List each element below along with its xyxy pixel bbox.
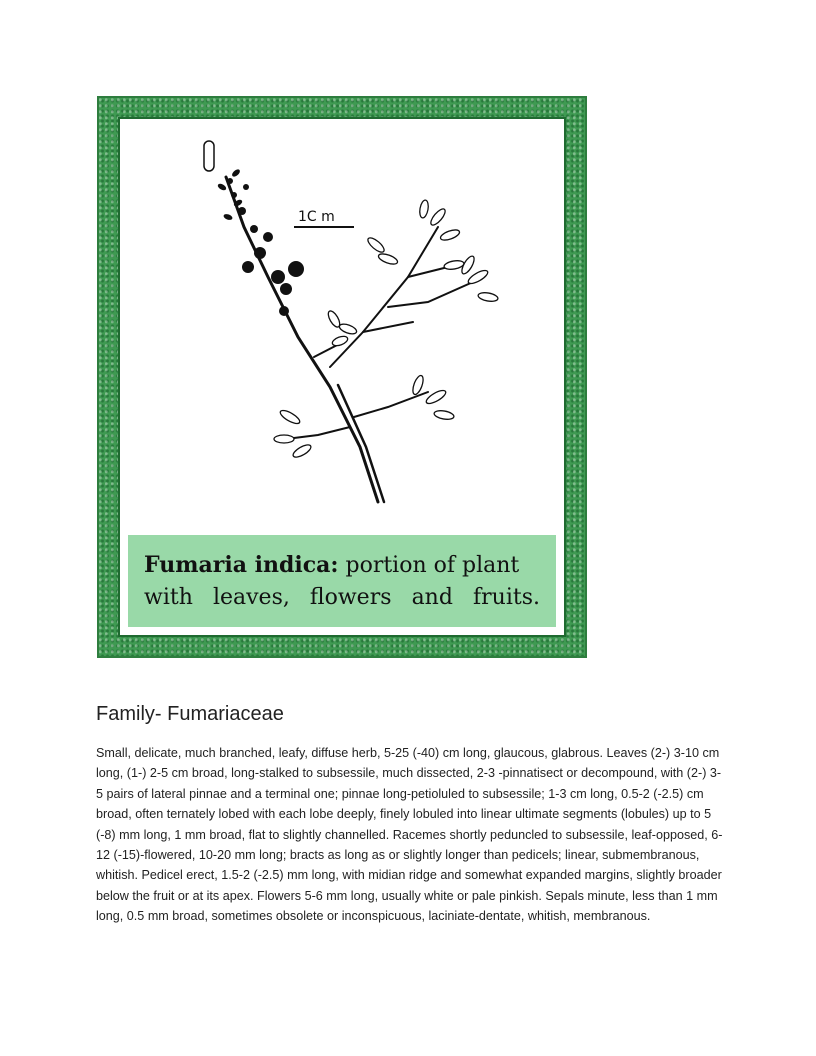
species-description: Small, delicate, much branched, leafy, diffuse herb, 5-25 (-40) cm long, glaucous, glabrous. Leaves (2-) 3-10 cm long, (1-) 2-5 cm broad, long-stalked to subsessile, much dissected, 2-3 -pinnatisect or decompound, with (2-) 3-5 pairs of lateral pinnae and a terminal one; pinnae long-petioluled to subsessile; 1-3 cm long, 0.5-2 (-2.5) cm broad, often ternately lobed with each lobe deeply, finely lobuled into linear ultimate segments (lobules) up to 5 (-8) mm long, 1 mm broad, flat to slightly channelled. Racemes shortly peduncled to subsessile, leaf-opposed, 6-12 (-15)-flowered, 10-20 mm long; bracts as long as or slightly longer than pedicels; linear, submembranous, whitish. Pedicel erect, 1.5-2 (-2.5) mm long, with midian ridge and somewhat expanded margins, slightly broader below the fruit or at its apex. Flowers 5-6 mm long, usually white or pale pinkish. Sepals minute, less than 1 mm long, 0.5 mm broad, sometimes obsolete or inconspicuous, laciniate-dentate, whitish, membranous. xyxy=(96,746,723,924)
family-heading: Family- Fumariaceae xyxy=(96,703,284,725)
caption-species: Fumaria indica: xyxy=(144,552,339,578)
caption-line-2 xyxy=(144,582,540,614)
figure-frame xyxy=(97,96,587,658)
scale-label: 1C m xyxy=(298,209,335,225)
caption-word: fruits. xyxy=(473,585,540,610)
caption-word: leaves, xyxy=(212,585,290,610)
plant-illustration xyxy=(118,117,568,537)
figure-panel xyxy=(118,117,566,637)
caption-word: flowers xyxy=(309,585,392,610)
caption-word: with xyxy=(144,585,193,610)
caption-word: and xyxy=(411,585,453,610)
caption-line-1 xyxy=(144,549,540,582)
caption-text: portion of plant xyxy=(345,553,520,578)
figure-caption xyxy=(128,535,556,627)
